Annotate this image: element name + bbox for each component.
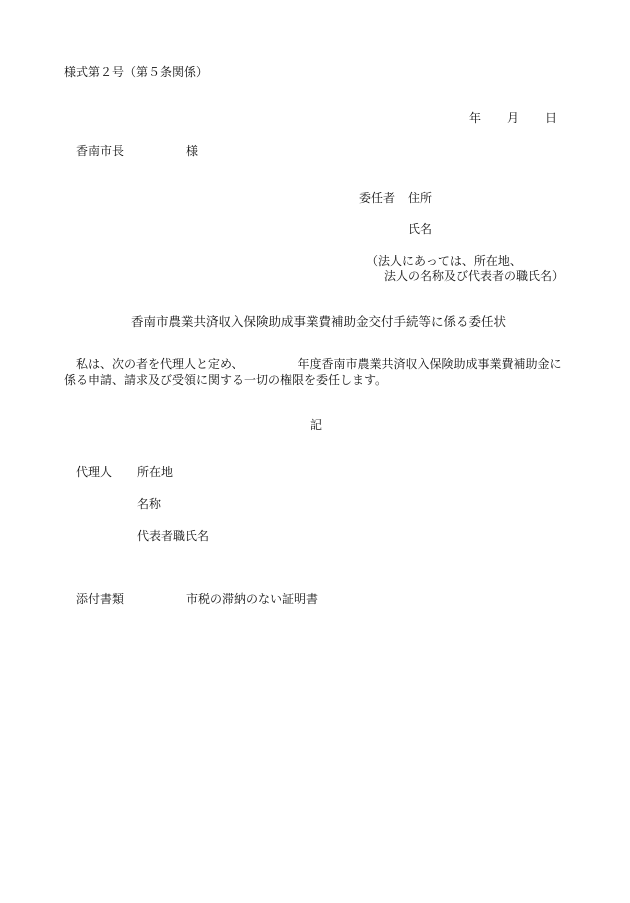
mandator-note-line1: （法人にあっては、所在地、 [366,254,522,268]
date-month: 月 [507,111,520,125]
mandator-label: 委任者 [359,191,396,205]
body-line-1 [64,356,574,372]
addressee-name: 香南市長 [76,144,125,158]
agent-rep-label: 代表者職氏名 [137,529,210,543]
body-line-1-start: 私は、次の者を代理人と定め、 [76,357,244,371]
attachments-value: 市税の滞納のない証明書 [186,592,319,606]
mandator-note-line2: 法人の名称及び代表者の職氏名） [384,269,565,283]
addressee-honorific: 様 [186,144,199,158]
attachments-label: 添付書類 [76,592,125,606]
mandator-name-label: 氏名 [408,222,433,236]
ki-heading: 記 [310,418,323,432]
mandator-address-label: 住所 [408,191,433,205]
agent-label: 代理人 [76,465,113,479]
date-year: 年 [469,111,482,125]
document-title: 香南市農業共済収入保険助成事業費補助金交付手続等に係る委任状 [131,314,507,329]
agent-name-label: 名称 [137,497,162,511]
date-day: 日 [545,111,558,125]
body-line-2: 係る申請、請求及び受領に関する一切の権限を委任します。 [64,373,388,387]
body-line-1-end: 年度香南市農業共済収入保険助成事業費補助金に [297,357,562,371]
form-label: 様式第２号（第５条関係） [64,65,209,79]
body-paragraph [64,356,574,388]
agent-location-label: 所在地 [137,465,174,479]
